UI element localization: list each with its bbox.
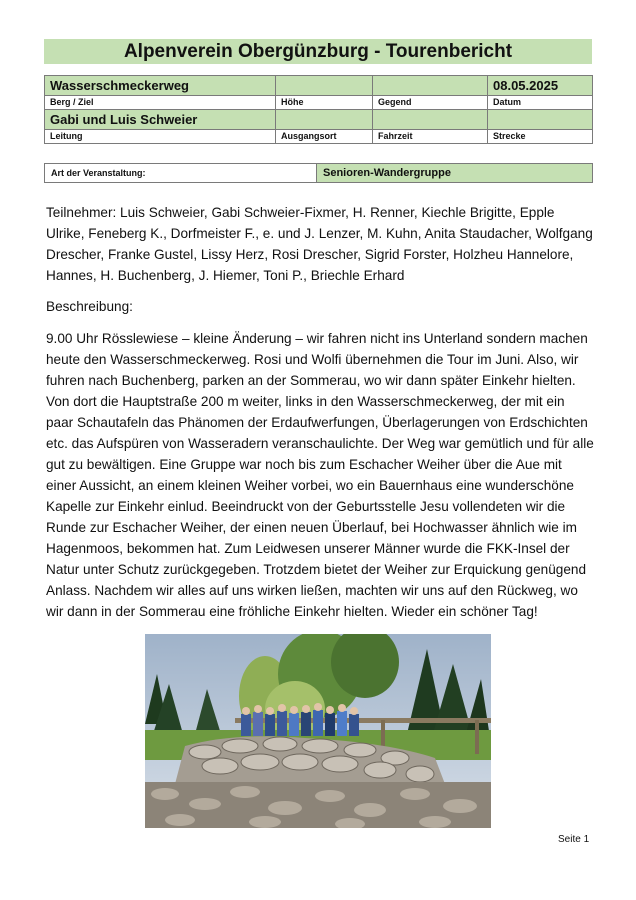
description-heading: Beschreibung: — [46, 299, 133, 314]
route-value — [488, 110, 593, 130]
leader-value-row — [45, 110, 593, 130]
travel-time-label: Fahrzeit — [373, 130, 488, 144]
date-value: 08.05.2025 — [488, 76, 593, 96]
start-location-label: Ausgangsort — [276, 130, 373, 144]
route-label: Strecke — [488, 130, 593, 144]
date-label: Datum — [488, 96, 593, 110]
region-label: Gegend — [373, 96, 488, 110]
group-photo — [145, 634, 491, 828]
tour-label-row — [45, 96, 593, 110]
report-title: Alpenverein Obergünzburg - Tourenbericht — [44, 39, 592, 64]
altitude-label: Höhe — [276, 96, 373, 110]
travel-time-value — [373, 110, 488, 130]
leader-value: Gabi und Luis Schweier — [45, 110, 276, 130]
start-location-value — [276, 110, 373, 130]
participants-text: Teilnehmer: Luis Schweier, Gabi Schweier-Fixmer, H. Renner, Kiechle Brigitte, Epple Ulrike, Feneberg K., Dorfmeister F., e. und J. Lenzer, M. Kuhn, Anita Staudacher, Wolfgang Drescher, Franke Gustel, Lissy Herz, Rosi Drescher, Sigrid Forster, Holzheu Hannelore, Hannes, H. Buchenberg, J. Hiemer, Toni P., Briechle Erhard — [46, 205, 593, 283]
page-number: Seite 1 — [558, 834, 590, 845]
tour-value-row — [45, 76, 593, 96]
event-type-table — [44, 163, 593, 183]
destination-label: Berg / Ziel — [45, 96, 276, 110]
leader-label: Leitung — [45, 130, 276, 144]
tour-info-table — [44, 75, 593, 144]
leader-label-row — [45, 130, 593, 144]
event-type-label: Art der Veranstaltung: — [45, 164, 317, 183]
description-text: 9.00 Uhr Rösslewiese – kleine Änderung – wir fahren nicht ins Unterland sondern machen heute den Wasserschmeckerweg. Rosi und Wolfi übernehmen die Tour im Juni. Also, wir fuhren nach Buchenberg, parken an der Sommerau, wo wir dann später Einkehr hielten. Von dort die Hauptstraße 200 m weiter, links in den Wasserschmeckerweg, der mit ein paar Schautafeln das Phänomen der Erdaufwerfungen, Überlagerungen von Erdschichten etc. das Aufspüren von Wasseradern veranschaulichte. Der Weg war gemütlich und für alle gut zu bewältigen. Eine Gruppe war noch bis zum Eschacher Weiher über die Aue mit einer Aussicht, an einem kleinen Weiher vorbei, wo ein Bauernhaus eine wunderschöne Kapelle zur Einkehr einlud. Beeindruckt von der Geburtsstelle Jesu vollendeten wir die Runde zur Eschacher Weiher, der einen neuen Überlauf, bei Hochwasser ähnlich wie im Hagenmoos, bekommen hat. Zum Leidwesen unserer Männer wurde die FKK-Insel der Natur unter Schutz zurückgegeben. Trotzdem bietet der Weiher zur Erquickung genügend Anlass. Nachdem wir alles auf uns wirken ließen, machten wir uns auf den Rückweg, wo wir dann in der Sommerau eine fröhliche Einkehr hielten. Wieder ein schöner Tag! — [46, 331, 594, 619]
region-value — [373, 76, 488, 96]
event-type-value: Senioren-Wandergruppe — [317, 164, 593, 183]
altitude-value — [276, 76, 373, 96]
destination-value: Wasserschmeckerweg — [45, 76, 276, 96]
